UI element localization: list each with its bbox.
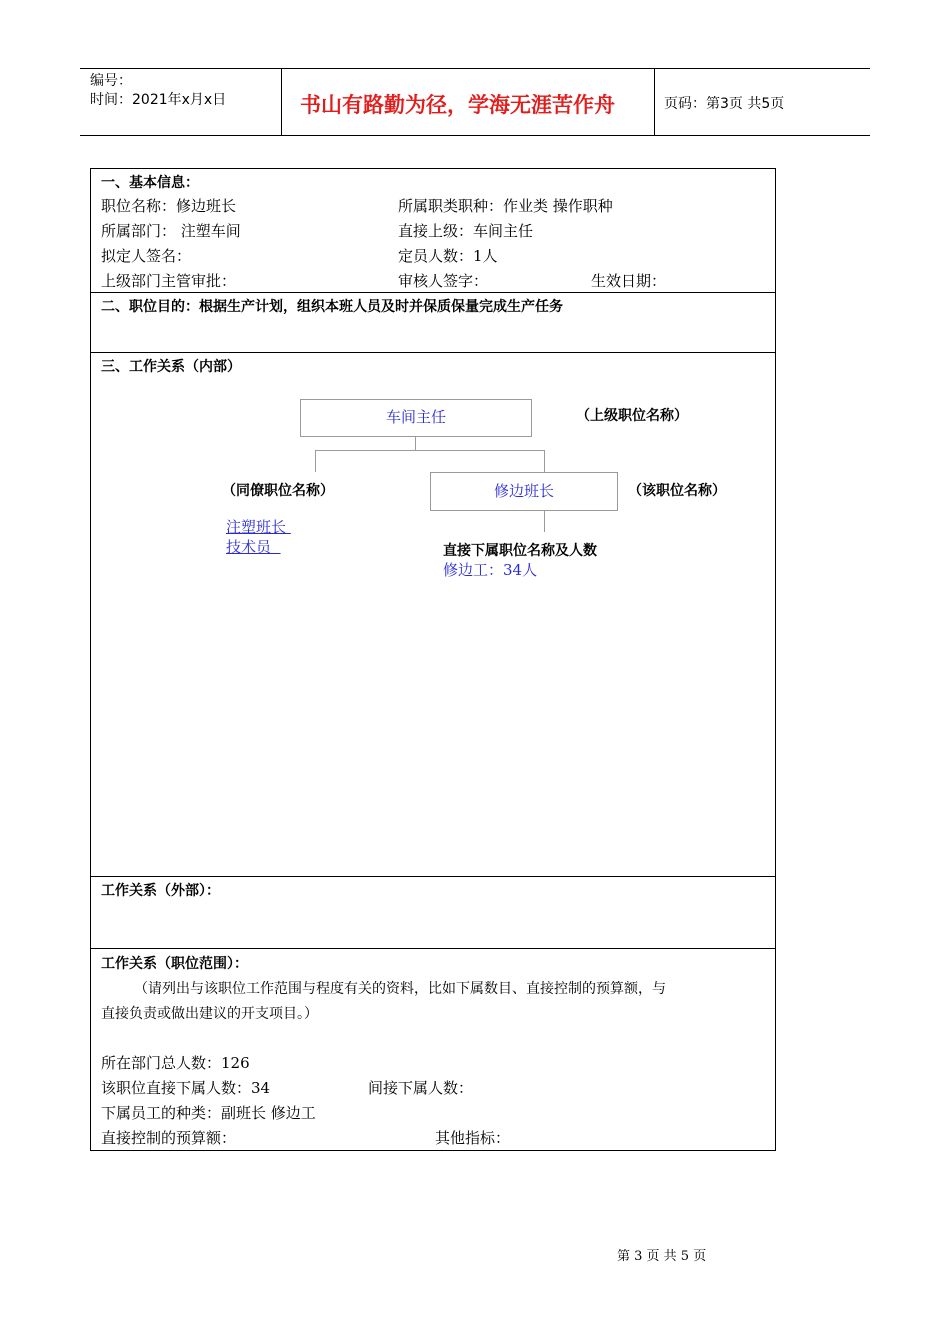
- header-code-label: 编号：: [90, 73, 132, 89]
- dept-total-headcount: 所在部门总人数：126: [101, 1054, 250, 1072]
- org-connector-horizontal: [315, 450, 545, 451]
- scope-instruction-line1: （请列出与该职位工作范围与程度有关的资料，比如下属数目、直接控制的预算额，与: [134, 981, 666, 997]
- row-divider-4: [90, 948, 776, 949]
- header-time-label: 时间：2021年x月x日: [90, 92, 227, 108]
- header-bottom-rule: [80, 135, 870, 136]
- superior-approval: 上级部门主管审批：: [101, 272, 237, 290]
- direct-superior: 直接上级：车间主任: [398, 222, 534, 240]
- org-subordinate-title: 直接下属职位名称及人数: [443, 543, 597, 559]
- section-position-scope-title: 工作关系（职位范围）：: [101, 956, 248, 972]
- position-category: 所属职类职种：作业类 操作职种: [398, 197, 613, 215]
- footer-page-number: 第 3 页 共 5 页: [617, 1249, 707, 1264]
- org-self-note: （该职位名称）: [628, 483, 726, 499]
- direct-subordinate-count: 该职位直接下属人数：34: [101, 1079, 271, 1097]
- department: 所属部门： 注塑车间: [101, 222, 241, 240]
- reviewer-signature: 审核人签字：: [398, 272, 489, 290]
- effective-date: 生效日期：: [591, 272, 667, 290]
- org-connector-left-drop: [315, 450, 316, 472]
- row-divider-1: [90, 292, 776, 293]
- scope-instruction-line2: 直接负责或做出建议的开支项目。）: [101, 1006, 318, 1022]
- org-superior-note: （上级职位名称）: [576, 408, 688, 424]
- section-basic-info-title: 一、基本信息：: [101, 175, 199, 191]
- row-divider-2: [90, 352, 776, 353]
- org-connector-right-drop: [544, 450, 545, 472]
- direct-budget: 直接控制的预算额：: [101, 1129, 237, 1147]
- org-connector-vertical-top: [415, 436, 416, 450]
- header-motto: 书山有路勤为径，学海无涯苦作舟: [300, 93, 615, 117]
- headcount: 定员人数：1人: [398, 247, 498, 265]
- org-subordinate-value: 修边工：34人: [443, 561, 538, 579]
- org-connector-subordinate: [544, 510, 545, 532]
- header-top-rule: [80, 68, 870, 69]
- header-divider-left: [281, 68, 282, 136]
- org-peer-note: （同僚职位名称）: [222, 483, 334, 499]
- section-internal-relations-title: 三、工作关系（内部）: [101, 359, 241, 375]
- org-self-label: 修边班长: [493, 482, 554, 500]
- org-peer-injection-leader-link[interactable]: 注塑班长: [226, 518, 291, 536]
- org-superior-label: 车间主任: [385, 408, 446, 426]
- other-indicators: 其他指标：: [435, 1129, 511, 1147]
- section-position-purpose: 二、职位目的：根据生产计划，组织本班人员及时并保质保量完成生产任务: [101, 299, 563, 315]
- subordinate-types: 下属员工的种类：副班长 修边工: [101, 1104, 316, 1122]
- position-name: 职位名称：修边班长: [101, 197, 237, 215]
- header-divider-right: [654, 68, 655, 136]
- row-divider-3: [90, 876, 776, 877]
- section-external-relations-title: 工作关系（外部）：: [101, 883, 220, 899]
- indirect-subordinate-count: 间接下属人数：: [368, 1079, 474, 1097]
- drafter-signature: 拟定人签名：: [101, 247, 192, 265]
- header-page-label: 页码：第3页 共5页: [664, 96, 785, 112]
- org-peer-technician-link[interactable]: 技术员: [226, 538, 281, 556]
